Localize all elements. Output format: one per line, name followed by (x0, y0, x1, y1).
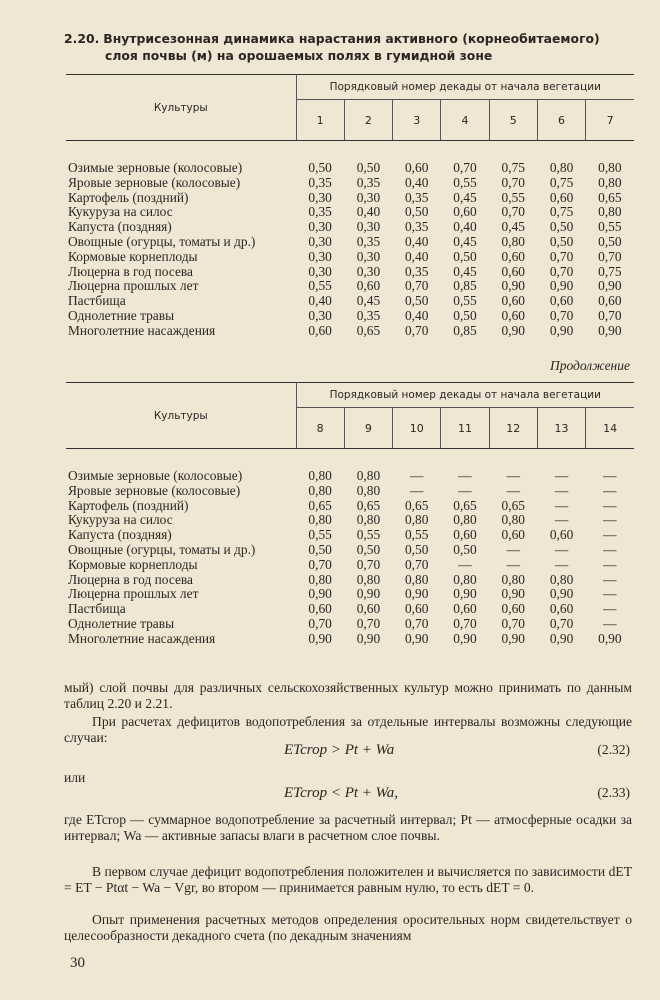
continuation-label: Продолжение (549, 358, 630, 373)
depth-value: 0,60 (501, 527, 525, 543)
crop-name: Многолетние насаждения (68, 630, 216, 646)
depth-value: 0,80 (404, 512, 429, 528)
depth-value: 0,80 (356, 512, 381, 528)
depth-value: — (603, 571, 617, 587)
table-row (66, 324, 634, 339)
table-row (66, 279, 634, 294)
depth-value: 0,55 (501, 189, 525, 205)
depth-value: 0,60 (501, 293, 525, 309)
depth-value: 0,90 (308, 630, 332, 646)
depth-value: — (603, 541, 617, 557)
depth-value: 0,90 (356, 630, 381, 646)
depth-value: 0,80 (356, 482, 381, 498)
depth-value: — (554, 512, 569, 528)
depth-value: 0,35 (356, 174, 381, 190)
table-row (66, 632, 634, 647)
decade-header-13: 13 (537, 408, 585, 449)
depth-value: 0,70 (549, 307, 574, 323)
depth-value: 0,45 (453, 189, 477, 205)
depth-value: 0,65 (308, 497, 332, 513)
depth-value: 0,70 (549, 615, 574, 631)
table-number: 2.20. (64, 31, 100, 46)
crop-name: Капуста (поздняя) (68, 527, 172, 543)
depth-value: — (554, 468, 569, 483)
depth-value: 0,70 (598, 307, 622, 323)
depth-value: — (410, 482, 424, 498)
crop-name: Многолетние насаждения (68, 322, 216, 338)
depth-value: 0,90 (453, 586, 477, 602)
depth-value: 0,40 (404, 307, 429, 323)
depth-value: 0,90 (598, 322, 622, 338)
decade-header-4: 4 (441, 100, 489, 141)
depth-value: 0,80 (549, 160, 574, 175)
depth-value: — (506, 468, 520, 483)
depth-value: 0,70 (308, 615, 332, 631)
depth-value: 0,80 (453, 512, 477, 528)
depth-value: 0,50 (549, 219, 574, 235)
depth-value: 0,30 (308, 189, 332, 205)
depth-value: — (603, 615, 617, 631)
depth-value: 0,70 (501, 174, 525, 190)
depth-value: 0,90 (549, 586, 574, 602)
depth-value: 0,55 (598, 219, 622, 235)
col-header-decade-span: Порядковый номер декады от начала вегетации (296, 383, 634, 408)
depth-value: — (603, 512, 617, 528)
decade-header-8: 8 (296, 408, 344, 449)
depth-value: 0,80 (308, 512, 332, 528)
col-header-crops: Культуры (66, 75, 296, 141)
table-body (66, 449, 634, 647)
depth-value: 0,35 (404, 219, 429, 235)
depth-value: 0,80 (598, 204, 622, 220)
depth-value: 0,80 (404, 571, 429, 587)
crop-name: Люцерна в год посева (68, 571, 193, 587)
depth-value: 0,60 (549, 293, 574, 309)
col-header-decade-span: Порядковый номер декады от начала вегетации (296, 75, 634, 100)
equation-number: (2.32) (597, 742, 630, 757)
decade-header-14: 14 (586, 408, 634, 449)
crop-name: Кукуруза на силос (68, 204, 173, 220)
depth-value: 0,90 (598, 630, 622, 646)
depth-value: — (554, 541, 569, 557)
caption-line-2: слоя почвы (м) на орошаемых полях в гумидной зоне (105, 48, 493, 63)
depth-value: 0,35 (308, 174, 332, 190)
depth-value: 0,60 (501, 248, 525, 264)
crop-name: Кормовые корнеплоды (68, 556, 198, 572)
table-row (66, 265, 634, 280)
depth-value: 0,30 (356, 189, 381, 205)
decade-header-10: 10 (393, 408, 441, 449)
depth-value: 0,60 (549, 527, 574, 543)
depth-value: 0,40 (356, 204, 381, 220)
depth-value: 0,90 (501, 586, 525, 602)
table-row (66, 573, 634, 588)
depth-value: 0,45 (453, 233, 477, 249)
depth-value: 0,90 (549, 278, 574, 294)
depth-value: 0,30 (308, 307, 332, 323)
depth-value: 0,50 (549, 233, 574, 249)
page-number: 30 (70, 955, 85, 971)
depth-value: 0,60 (356, 601, 381, 617)
crop-name: Картофель (поздний) (68, 497, 189, 513)
depth-value: — (410, 468, 424, 483)
depth-value: 0,30 (308, 219, 332, 235)
decade-header-12: 12 (489, 408, 537, 449)
crop-name: Пастбища (68, 601, 126, 617)
depth-value: 0,65 (453, 497, 477, 513)
depth-value: 0,90 (501, 278, 525, 294)
depth-value: 0,70 (356, 615, 381, 631)
depth-value: 0,70 (598, 248, 622, 264)
depth-value: 0,60 (598, 293, 622, 309)
depth-value: — (506, 482, 520, 498)
crop-name: Озимые зерновые (колосовые) (68, 160, 243, 175)
depth-value: 0,60 (549, 189, 574, 205)
depth-value: 0,90 (308, 586, 332, 602)
depth-value: 0,70 (549, 248, 574, 264)
paragraph-5: Опыт применения расчетных методов определения оросительных норм свидетельствует о целесообразности декадного счета (по декадным значениям (64, 912, 632, 943)
crop-name: Пастбища (68, 293, 126, 309)
depth-value: 0,80 (308, 482, 332, 498)
root-depth-table-2 (66, 382, 634, 647)
depth-value: 0,40 (404, 174, 429, 190)
depth-value: 0,50 (356, 160, 381, 175)
depth-value: 0,80 (501, 512, 525, 528)
depth-value: 0,85 (453, 278, 477, 294)
depth-value: 0,50 (308, 160, 332, 175)
decade-header-5: 5 (489, 100, 537, 141)
crop-name: Овощные (огурцы, томаты и др.) (68, 541, 256, 557)
depth-value: — (458, 482, 472, 498)
table-row (66, 191, 634, 206)
col-header-crops: Культуры (66, 383, 296, 449)
depth-value: 0,35 (356, 307, 381, 323)
depth-value: 0,30 (356, 248, 381, 264)
caption-line-1: Внутрисезонная динамика нарастания активного (корнеобитаемого) (103, 31, 600, 46)
depth-value: — (603, 497, 617, 513)
decade-header-3: 3 (393, 100, 441, 141)
depth-value: 0,40 (308, 293, 332, 309)
depth-value: — (506, 541, 520, 557)
depth-value: — (603, 601, 617, 617)
depth-value: 0,30 (308, 233, 332, 249)
depth-value: 0,55 (356, 527, 381, 543)
depth-value: 0,65 (404, 497, 429, 513)
crop-name: Яровые зерновые (колосовые) (68, 482, 241, 498)
depth-value: 0,40 (404, 248, 429, 264)
depth-value: 0,80 (598, 174, 622, 190)
depth-value: 0,70 (404, 615, 429, 631)
table-row (66, 469, 634, 484)
crop-name: Овощные (огурцы, томаты и др.) (68, 233, 256, 249)
depth-value: 0,30 (356, 219, 381, 235)
depth-value: 0,70 (404, 556, 429, 572)
depth-value: 0,70 (453, 615, 477, 631)
depth-value: 0,70 (308, 556, 332, 572)
depth-value: 0,60 (501, 263, 525, 279)
paragraph-1: мый) слой почвы для различных сельскохозяйственных культур можно принимать по данным таблиц 2.20 и 2.21. (64, 680, 632, 711)
depth-value: 0,60 (404, 601, 429, 617)
depth-value: 0,70 (501, 615, 525, 631)
depth-value: 0,60 (356, 278, 381, 294)
table-row (66, 220, 634, 235)
equation-number: (2.33) (597, 785, 630, 800)
depth-value: 0,80 (308, 468, 332, 483)
depth-value: 0,60 (453, 601, 477, 617)
depth-value: 0,60 (453, 204, 477, 220)
depth-value: 0,55 (453, 293, 477, 309)
depth-value: 0,60 (453, 527, 477, 543)
depth-value: 0,55 (453, 174, 477, 190)
depth-value: 0,50 (356, 541, 381, 557)
crop-name: Однолетние травы (68, 307, 175, 323)
depth-value: 0,90 (598, 278, 622, 294)
depth-value: 0,90 (404, 630, 429, 646)
depth-value: — (603, 482, 617, 498)
table-row (66, 617, 634, 632)
depth-value: 0,50 (308, 541, 332, 557)
table-row (66, 235, 634, 250)
depth-value: 0,50 (404, 204, 429, 220)
depth-value: 0,60 (308, 322, 332, 338)
depth-value: 0,90 (453, 630, 477, 646)
depth-value: 0,80 (501, 233, 525, 249)
decade-header-6: 6 (537, 100, 585, 141)
depth-value: 0,60 (404, 160, 429, 175)
paragraph-4: В первом случае дефицит водопотребления положителен и вычисляется по зависимости dET = ET − Ptαt − Wa − Vgr, во втором — принимается равным нулю, то есть dET = 0. (64, 864, 632, 895)
table-row (66, 543, 634, 558)
depth-value: 0,75 (549, 204, 574, 220)
depth-value: 0,80 (453, 571, 477, 587)
depth-value: 0,60 (308, 601, 332, 617)
depth-value: — (458, 556, 472, 572)
depth-value: 0,50 (404, 293, 429, 309)
depth-value: 0,50 (404, 541, 429, 557)
crop-name: Люцерна в год посева (68, 263, 193, 279)
root-depth-table-1 (66, 74, 634, 339)
formula-2-32 (64, 742, 632, 762)
depth-value: — (603, 527, 617, 543)
depth-value: 0,80 (501, 571, 525, 587)
crop-name: Кукуруза на силос (68, 512, 173, 528)
depth-value: 0,50 (453, 307, 477, 323)
depth-value: 0,90 (549, 630, 574, 646)
depth-value: 0,45 (501, 219, 525, 235)
depth-value: 0,80 (356, 571, 381, 587)
depth-value: 0,30 (308, 263, 332, 279)
depth-value: 0,85 (453, 322, 477, 338)
depth-value: 0,60 (501, 307, 525, 323)
depth-value: 0,70 (404, 278, 429, 294)
depth-value: 0,60 (549, 601, 574, 617)
depth-value: 0,80 (598, 160, 622, 175)
depth-value: 0,50 (453, 248, 477, 264)
formula-expression: ETcrop > Pt + Wa (284, 742, 395, 758)
decade-header-9: 9 (344, 408, 392, 449)
depth-value: 0,35 (356, 233, 381, 249)
decade-header-2: 2 (344, 100, 392, 141)
depth-value: — (458, 468, 472, 483)
table-row (66, 587, 634, 602)
crop-name: Кормовые корнеплоды (68, 248, 198, 264)
depth-value: 0,55 (308, 527, 332, 543)
depth-value: — (554, 482, 569, 498)
depth-value: 0,40 (453, 219, 477, 235)
table-caption (64, 30, 634, 64)
depth-value: 0,70 (453, 160, 477, 175)
formula-expression: ETcrop < Pt + Wa, (284, 785, 399, 801)
depth-value: 0,30 (308, 248, 332, 264)
crop-name: Однолетние травы (68, 615, 175, 631)
table-body (66, 141, 634, 339)
depth-value: 0,35 (404, 189, 429, 205)
depth-value: 0,35 (308, 204, 332, 220)
or-word: или (64, 770, 86, 785)
depth-value: 0,35 (404, 263, 429, 279)
depth-value: 0,75 (549, 174, 574, 190)
formula-2-33 (64, 785, 632, 805)
decade-header-11: 11 (441, 408, 489, 449)
depth-value: 0,80 (308, 571, 332, 587)
depth-value: 0,90 (501, 322, 525, 338)
table-row (66, 513, 634, 528)
table-row (66, 205, 634, 220)
table-row (66, 528, 634, 543)
depth-value: 0,80 (356, 468, 381, 483)
depth-value: — (506, 556, 520, 572)
depth-value: 0,70 (501, 204, 525, 220)
depth-value: 0,90 (404, 586, 429, 602)
depth-value: — (554, 497, 569, 513)
depth-value: 0,70 (404, 322, 429, 338)
depth-value: — (603, 586, 617, 602)
depth-value: 0,75 (501, 160, 525, 175)
depth-value: 0,50 (453, 541, 477, 557)
depth-value: — (603, 556, 617, 572)
depth-value: 0,40 (404, 233, 429, 249)
depth-value: — (603, 468, 617, 483)
depth-value: 0,90 (356, 586, 381, 602)
decade-header-7: 7 (586, 100, 634, 141)
table-row (66, 484, 634, 499)
depth-value: 0,65 (356, 497, 381, 513)
depth-value: — (554, 556, 569, 572)
table-row (66, 602, 634, 617)
crop-name: Картофель (поздний) (68, 189, 189, 205)
table-row (66, 250, 634, 265)
depth-value: 0,75 (598, 263, 622, 279)
depth-value: 0,30 (356, 263, 381, 279)
crop-name: Люцерна прошлых лет (68, 586, 199, 602)
depth-value: 0,50 (598, 233, 622, 249)
depth-value: 0,65 (356, 322, 381, 338)
depth-value: 0,55 (308, 278, 332, 294)
table-row (66, 161, 634, 176)
depth-value: 0,90 (549, 322, 574, 338)
crop-name: Капуста (поздняя) (68, 219, 172, 235)
depth-value: 0,70 (549, 263, 574, 279)
depth-value: 0,45 (356, 293, 381, 309)
decade-header-1: 1 (296, 100, 344, 141)
depth-value: 0,65 (598, 189, 622, 205)
depth-value: 0,70 (356, 556, 381, 572)
table-row (66, 294, 634, 309)
table-row (66, 309, 634, 324)
table-row (66, 558, 634, 573)
depth-value: 0,55 (404, 527, 429, 543)
depth-value: 0,80 (549, 571, 574, 587)
depth-value: 0,90 (501, 630, 525, 646)
depth-value: 0,65 (501, 497, 525, 513)
crop-name: Озимые зерновые (колосовые) (68, 468, 243, 483)
table-row (66, 499, 634, 514)
crop-name: Яровые зерновые (колосовые) (68, 174, 241, 190)
depth-value: 0,45 (453, 263, 477, 279)
crop-name: Люцерна прошлых лет (68, 278, 199, 294)
paragraph-2: При расчетах дефицитов водопотребления за отдельные интервалы возможны следующие случаи: (64, 714, 632, 745)
table-row (66, 176, 634, 191)
depth-value: 0,60 (501, 601, 525, 617)
paragraph-3: где ETcrop — суммарное водопотребление за расчетный интервал; Pt — атмосферные осадки за интервал; Wa — активные запасы влаги в расчетном слое почвы. (64, 812, 632, 843)
